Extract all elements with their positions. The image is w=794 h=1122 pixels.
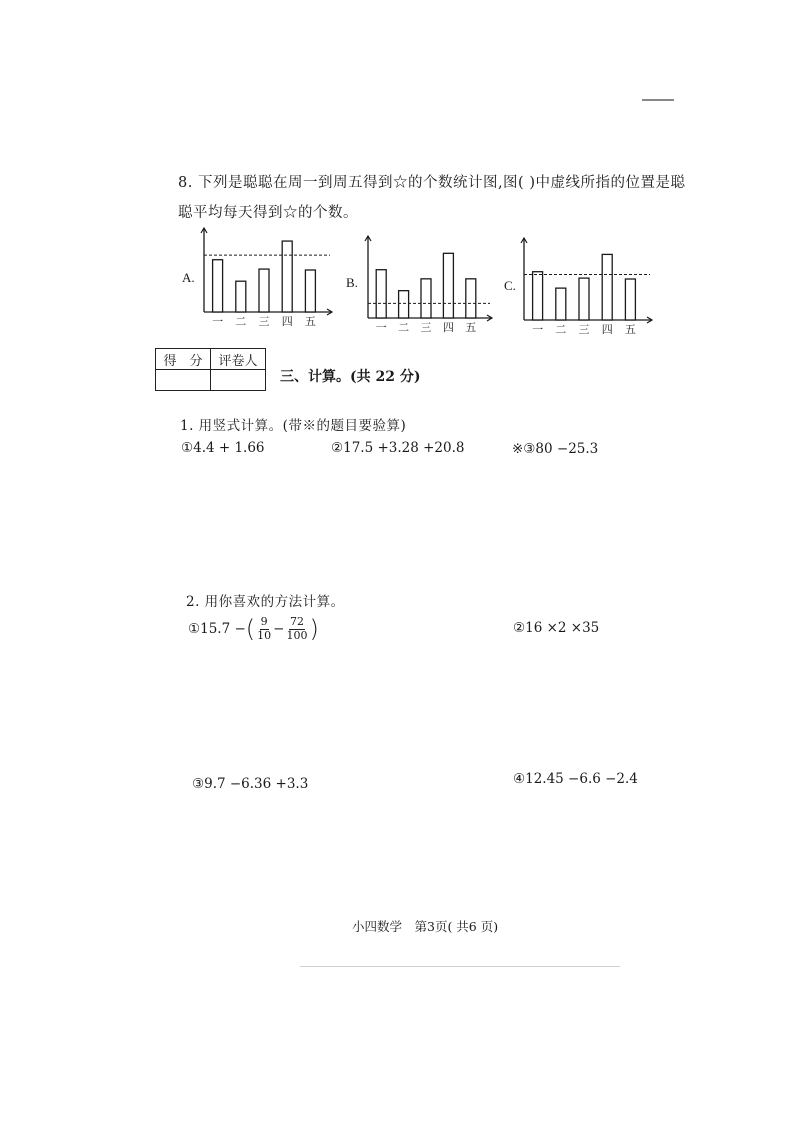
question-8-line1: 8. 下列是聪聪在周一到周五得到☆的个数统计图,图( )中虚线所指的位置是聪 — [178, 175, 686, 191]
x-tick-label: 五 — [624, 323, 636, 336]
part-2-item-4: ④12.45 −6.6 −2.4 — [513, 771, 638, 787]
bar — [236, 281, 246, 312]
bar — [259, 269, 269, 312]
bar — [625, 279, 635, 320]
scan-artifact-bottom — [300, 966, 620, 967]
chart-c — [516, 234, 656, 338]
part-1-item-3: ※③80 −25.3 — [512, 441, 599, 457]
x-tick-label: 二 — [398, 321, 410, 334]
chart-a — [196, 224, 336, 330]
fraction-numerator: 9 — [260, 615, 268, 628]
reviewer-label-cell: 评卷人 — [211, 349, 266, 370]
bar — [282, 241, 292, 312]
bar — [305, 270, 315, 312]
x-tick-label: 四 — [601, 323, 613, 336]
x-tick-label: 五 — [465, 321, 477, 334]
part-1-title: 1. 用竖式计算。(带※的题目要验算) — [180, 418, 407, 434]
part-2-item-2: ②16 ×2 ×35 — [513, 620, 600, 636]
left-paren-icon: ( — [245, 615, 256, 644]
x-tick-label: 三 — [578, 323, 590, 336]
part-2-title: 2. 用你喜欢的方法计算。 — [186, 594, 345, 610]
x-tick-label: 四 — [281, 315, 293, 328]
fraction-9-10 — [257, 616, 271, 642]
page-footer: 小四数学 第3页( 共6 页) — [352, 919, 499, 934]
fraction-72-100 — [286, 616, 307, 642]
part-2-item-3: ③9.7 −6.36 +3.3 — [192, 776, 309, 792]
score-value-cell[interactable] — [156, 370, 211, 391]
fraction-numerator: 72 — [289, 615, 304, 628]
section-3-title: 三、计算。(共 22 分) — [280, 369, 421, 385]
x-tick-label: 一 — [375, 321, 387, 334]
x-tick-label: 三 — [258, 315, 270, 328]
option-c-label: C. — [504, 278, 516, 293]
bar — [421, 279, 431, 318]
item1-minus: − — [273, 621, 285, 638]
chart-b — [360, 232, 496, 336]
x-tick-label: 三 — [420, 321, 432, 334]
score-label-cell: 得 分 — [156, 349, 211, 370]
x-tick-label: 五 — [304, 315, 316, 328]
part-1-item-2: ②17.5 +3.28 +20.8 — [331, 440, 465, 456]
x-tick-label: 二 — [555, 323, 567, 336]
score-table — [155, 348, 266, 391]
fraction-denominator: 10 — [257, 628, 272, 642]
bar — [376, 270, 386, 318]
fraction-denominator: 100 — [286, 628, 308, 642]
x-tick-label: 四 — [442, 321, 454, 334]
bar — [602, 254, 612, 320]
item1-prefix: ①15.7 − — [188, 621, 246, 638]
reviewer-value-cell[interactable] — [211, 370, 266, 391]
option-a-label: A. — [182, 270, 195, 285]
right-paren-icon: ) — [309, 615, 319, 644]
bar — [443, 253, 453, 318]
x-tick-label: 二 — [235, 315, 247, 328]
x-tick-label: 一 — [212, 315, 224, 328]
bar — [556, 288, 566, 320]
scan-artifact-top — [642, 99, 674, 101]
part-2-item-1 — [188, 616, 319, 642]
bar — [399, 291, 409, 318]
part-1-item-1: ①4.4 + 1.66 — [181, 440, 265, 456]
bar — [213, 260, 223, 312]
bar — [533, 272, 543, 320]
question-8-line2: 聪平均每天得到☆的个数。 — [178, 205, 358, 221]
x-tick-label: 一 — [532, 323, 544, 336]
option-b-label: B. — [346, 275, 358, 290]
bar — [579, 278, 589, 320]
bar — [466, 279, 476, 318]
